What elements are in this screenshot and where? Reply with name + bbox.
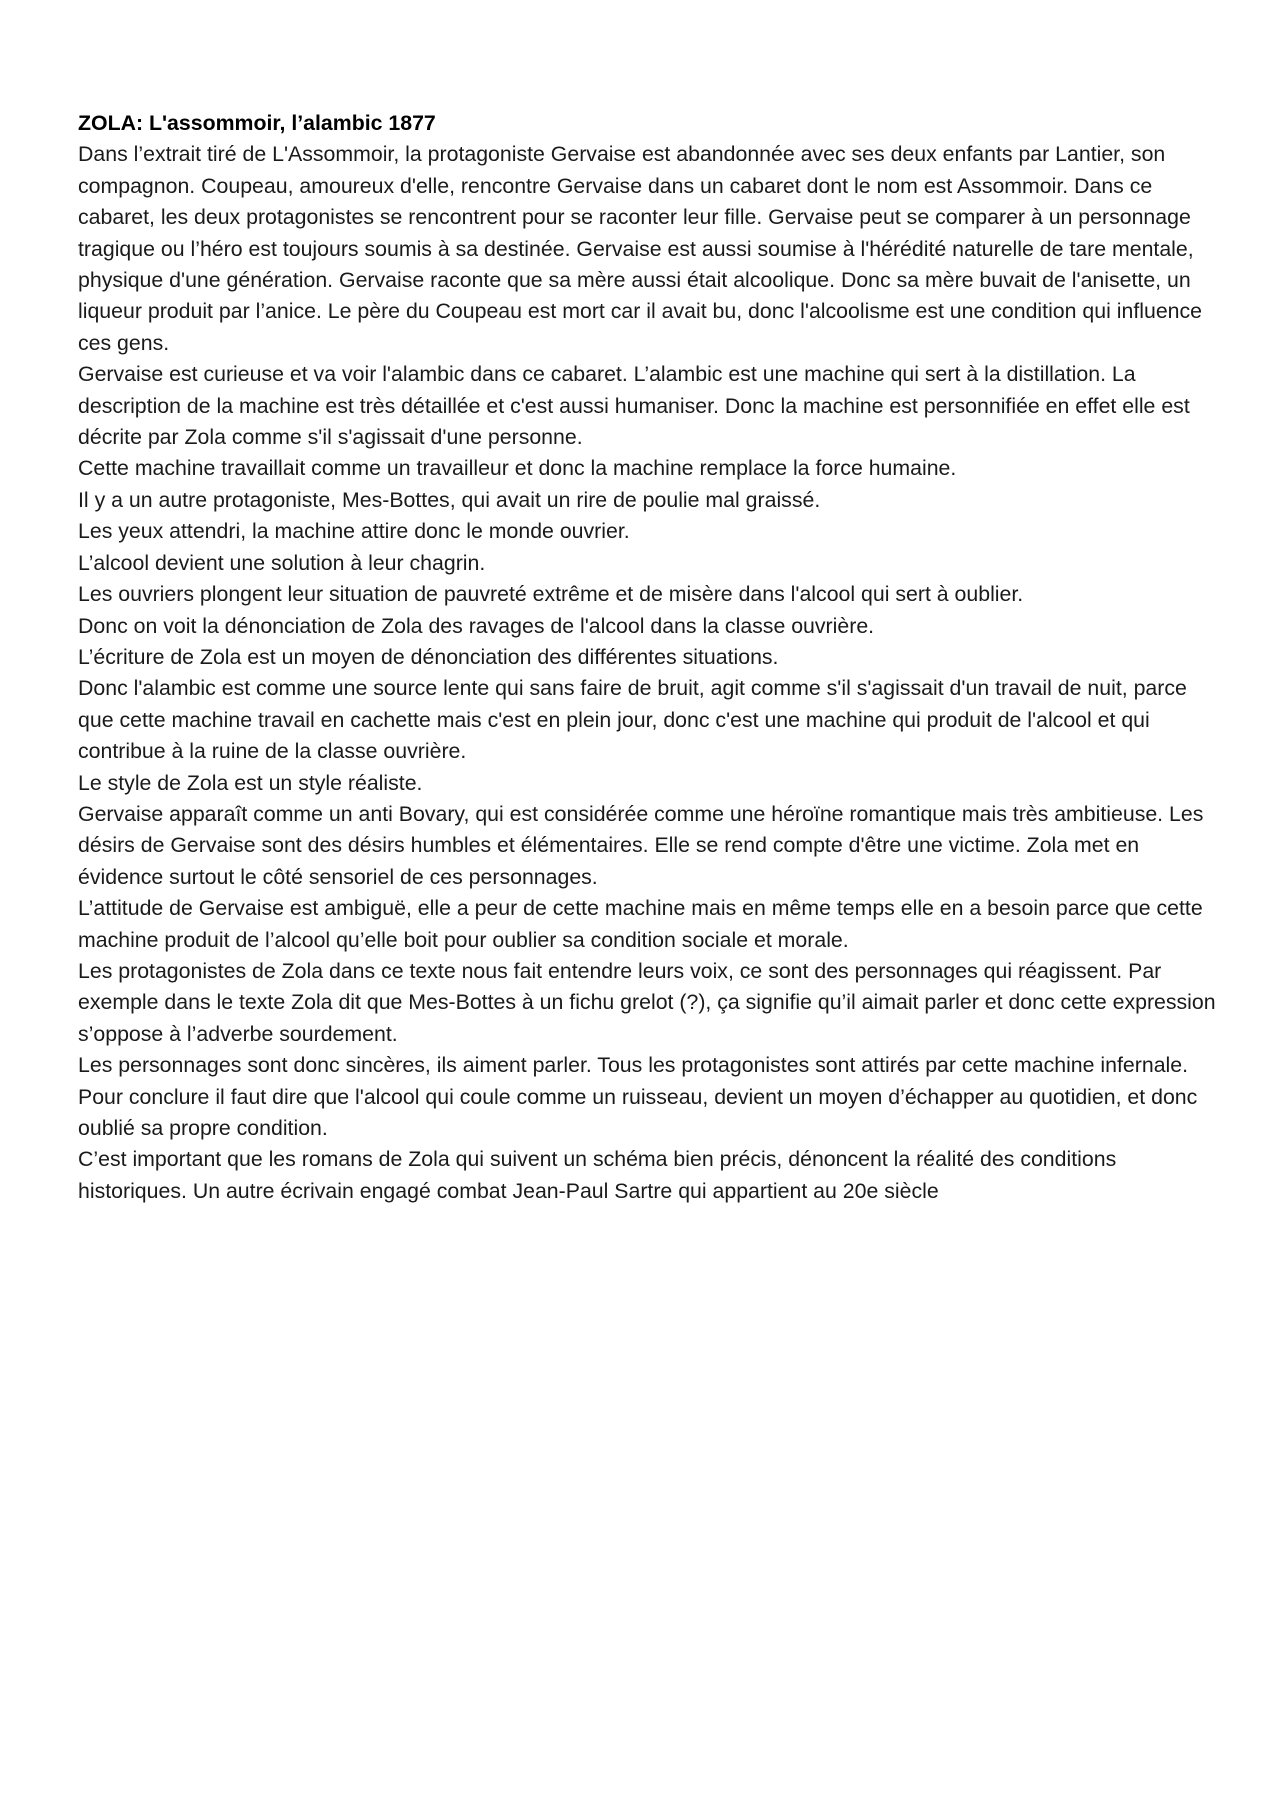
paragraph: L’attitude de Gervaise est ambiguë, elle a peur de cette machine mais en même temps elle en a besoin parce que cette machine produit de l’alcool qu’elle boit pour oublier sa condition sociale et morale. [78, 896, 1203, 952]
paragraph: L’écriture de Zola est un moyen de dénonciation des différentes situations. [78, 644, 779, 669]
paragraph: Les ouvriers plongent leur situation de pauvreté extrême et de misère dans l'alcool qui sert à oublier. [78, 582, 1024, 607]
paragraph: Donc on voit la dénonciation de Zola des ravages de l'alcool dans la classe ouvrière. [78, 613, 875, 638]
document-title: ZOLA: L'assommoir, l’alambic 1877 [78, 111, 436, 135]
paragraph: Cette machine travaillait comme un travailleur et donc la machine remplace la force humaine. [78, 456, 957, 481]
document-body [78, 108, 1218, 1207]
paragraph: Pour conclure il faut dire que l'alcool qui coule comme un ruisseau, devient un moyen d’échapper au quotidien, et donc oublié sa propre condition. [78, 1084, 1198, 1140]
paragraph: C’est important que les romans de Zola qui suivent un schéma bien précis, dénoncent la réalité des conditions historiques. Un autre écrivain engagé combat Jean-Paul Sartre qui appartient au 20e siècle [78, 1147, 1117, 1203]
paragraph: Les personnages sont donc sincères, ils aiment parler. Tous les protagonistes sont attirés par cette machine infernale. [78, 1053, 1189, 1078]
paragraph: Donc l'alambic est comme une source lente qui sans faire de bruit, agit comme s'il s'agissait d'un travail de nuit, parce que cette machine travail en cachette mais c'est en plein jour, donc c'est une machine qui produit de l'alcool et qui contribue à la ruine de la classe ouvrière. [78, 676, 1187, 764]
paragraph: Les yeux attendri, la machine attire donc le monde ouvrier. [78, 519, 630, 544]
paragraph: Le style de Zola est un style réaliste. [78, 770, 423, 795]
paragraph: L’alcool devient une solution à leur chagrin. [78, 550, 486, 575]
paragraph: Gervaise apparaît comme un anti Bovary, qui est considérée comme une héroïne romantique mais très ambitieuse. Les désirs de Gervaise sont des désirs humbles et élémentaires. Elle se rend compte d'être une victime. Zola met en évidence surtout le côté sensoriel de ces personnages. [78, 801, 1204, 889]
paragraph: Les protagonistes de Zola dans ce texte nous fait entendre leurs voix, ce sont des personnages qui réagissent. Par exemple dans le texte Zola dit que Mes-Bottes à un fichu grelot (?), ça signifie qu’il aimait parler et donc cette expression s’oppose à l’adverbe sourdement. [78, 958, 1216, 1046]
paragraph: Dans l’extrait tiré de L'Assommoir, la protagoniste Gervaise est abandonnée avec ses deux enfants par Lantier, son compagnon. Coupeau, amoureux d'elle, rencontre Gervaise dans un cabaret dont le nom est Assommoir. Dans ce cabaret, les deux protagonistes se rencontrent pour se raconter leur fille. Gervaise peut se comparer à un personnage tragique ou l’héro est toujours soumis à sa destinée. Gervaise est aussi soumise à l'hérédité naturelle de tare mentale, physique d'une génération. Gervaise raconte que sa mère aussi était alcoolique. Donc sa mère buvait de l'anisette, un liqueur produit par l’anice. Le père du Coupeau est mort car il avait bu, donc l'alcoolisme est une condition qui influence ces gens. [78, 142, 1203, 355]
paragraph: Il y a un autre protagoniste, Mes-Bottes, qui avait un rire de poulie mal graissé. [78, 487, 821, 512]
paragraph: Gervaise est curieuse et va voir l'alambic dans ce cabaret. L’alambic est une machine qui sert à la distillation. La description de la machine est très détaillée et c'est aussi humaniser. Donc la machine est personnifiée en effet elle est décrite par Zola comme s'il s'agissait d'une personne. [78, 362, 1190, 450]
